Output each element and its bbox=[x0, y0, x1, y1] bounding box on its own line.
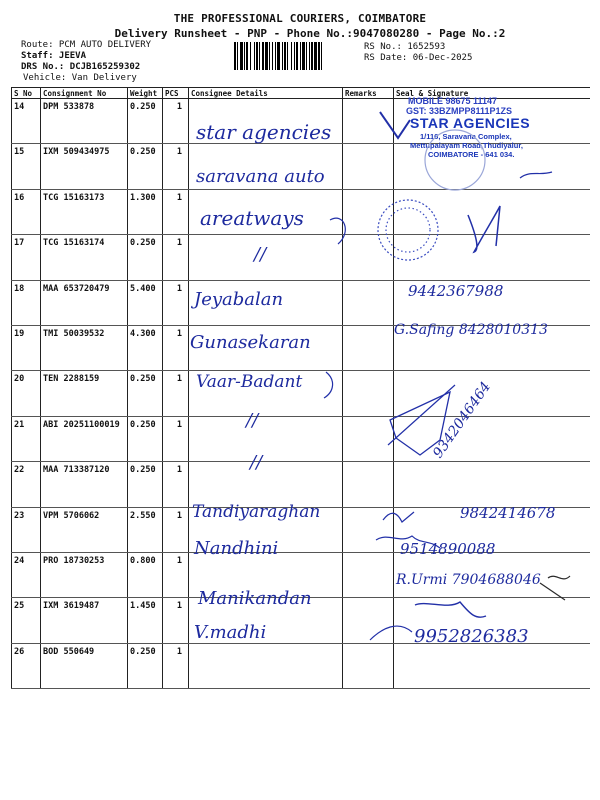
row-signature bbox=[394, 643, 590, 688]
stamp-address-3: COIMBATORE - 641 034. bbox=[428, 150, 515, 159]
row-pcs: 1 bbox=[163, 552, 189, 597]
row-weight: 0.250 bbox=[128, 144, 163, 189]
row-consignment: MAA 653720479 bbox=[41, 280, 128, 325]
table-row bbox=[12, 462, 590, 507]
seal-stamp bbox=[376, 96, 596, 188]
row-pcs: 1 bbox=[163, 280, 189, 325]
row-signature bbox=[394, 462, 590, 507]
row-pcs: 1 bbox=[163, 507, 189, 552]
row-weight: 5.400 bbox=[128, 280, 163, 325]
row-weight: 4.300 bbox=[128, 325, 163, 370]
row-sno: 15 bbox=[12, 144, 41, 189]
hw-consignee-26: V.madhi bbox=[194, 622, 267, 643]
row-consignee bbox=[189, 643, 343, 688]
table-row bbox=[12, 643, 590, 688]
row-remarks bbox=[343, 371, 394, 416]
hw-consignee-25: Manikandan bbox=[198, 588, 312, 609]
row-consignment: TMI 50039532 bbox=[41, 325, 128, 370]
row-consignment: TCG 15163174 bbox=[41, 235, 128, 280]
table-row bbox=[12, 235, 590, 280]
hw-signature-23: 9842414678 bbox=[460, 504, 556, 522]
row-sno: 17 bbox=[12, 235, 41, 280]
row-pcs: 1 bbox=[163, 189, 189, 234]
row-remarks bbox=[343, 416, 394, 461]
hw-consignee-21: // bbox=[246, 410, 259, 431]
row-consignee bbox=[189, 462, 343, 507]
row-sno: 20 bbox=[12, 371, 41, 416]
row-pcs: 1 bbox=[163, 99, 189, 144]
drs-value: DCJB165259302 bbox=[69, 62, 141, 72]
stamp-mobile: MOBILE 98675 11147 bbox=[408, 96, 498, 106]
row-pcs: 1 bbox=[163, 462, 189, 507]
stamp-address-1: 1/116, Saravana Complex, bbox=[420, 132, 512, 141]
row-remarks bbox=[343, 507, 394, 552]
row-sno: 19 bbox=[12, 325, 41, 370]
row-remarks bbox=[343, 280, 394, 325]
hw-consignee-24: Nandhini bbox=[194, 538, 279, 559]
hw-consignee-23: Tandiyaraghan bbox=[192, 502, 321, 522]
staff-label: Staff: JEEVA bbox=[21, 51, 87, 61]
row-weight: 0.250 bbox=[128, 371, 163, 416]
row-sno: 14 bbox=[12, 99, 41, 144]
row-remarks bbox=[343, 643, 394, 688]
row-remarks bbox=[343, 598, 394, 643]
row-sno: 26 bbox=[12, 643, 41, 688]
row-consignment: ABI 20251100019 bbox=[41, 416, 128, 461]
col-sno: S No bbox=[12, 88, 41, 99]
barcode bbox=[234, 42, 360, 70]
row-sno: 22 bbox=[12, 462, 41, 507]
row-signature bbox=[394, 416, 590, 461]
stamp-name: STAR AGENCIES bbox=[410, 115, 531, 131]
row-sno: 16 bbox=[12, 189, 41, 234]
row-consignee bbox=[189, 416, 343, 461]
row-weight: 0.250 bbox=[128, 462, 163, 507]
hw-consignee-20: Vaar-Badant bbox=[196, 372, 303, 392]
hw-consignee-17: // bbox=[254, 244, 267, 265]
row-signature bbox=[394, 235, 590, 280]
row-weight: 1.450 bbox=[128, 598, 163, 643]
col-consignment: Consignment No bbox=[41, 88, 128, 99]
runsheet-subtitle: Delivery Runsheet - PNP - Phone No.:9047080280 - Page No.:2 bbox=[114, 27, 506, 40]
row-weight: 2.550 bbox=[128, 507, 163, 552]
row-consignment: TEN 2288159 bbox=[41, 371, 128, 416]
row-sno: 25 bbox=[12, 598, 41, 643]
row-consignment: BOD 550649 bbox=[41, 643, 128, 688]
row-weight: 0.800 bbox=[128, 552, 163, 597]
hw-consignee-22: // bbox=[250, 452, 263, 473]
hw-consignee-18: Jeyabalan bbox=[194, 289, 284, 310]
col-pcs: PCS bbox=[163, 88, 189, 99]
hw-signature-25: R.Urmi 7904688046 bbox=[396, 572, 541, 588]
row-pcs: 1 bbox=[163, 325, 189, 370]
hw-signature-19: G.Safing 8428010313 bbox=[394, 322, 548, 338]
row-sno: 24 bbox=[12, 552, 41, 597]
row-remarks bbox=[343, 325, 394, 370]
row-weight: 0.250 bbox=[128, 99, 163, 144]
col-weight: Weight bbox=[128, 88, 163, 99]
hw-signature-24: 9514890088 bbox=[400, 540, 496, 558]
vehicle-label: Vehicle: Van Delivery bbox=[23, 73, 137, 83]
hw-signature-26: 9952826383 bbox=[414, 626, 529, 647]
hw-consignee-16: areatways bbox=[200, 206, 304, 230]
row-weight: 0.250 bbox=[128, 416, 163, 461]
row-remarks bbox=[343, 462, 394, 507]
col-consignee: Consignee Details bbox=[189, 88, 343, 99]
hw-signature-18: 9442367988 bbox=[408, 282, 504, 300]
row-remarks bbox=[343, 552, 394, 597]
row-pcs: 1 bbox=[163, 371, 189, 416]
row-pcs: 1 bbox=[163, 598, 189, 643]
row-pcs: 1 bbox=[163, 416, 189, 461]
stamp-gst: GST: 33BZMPP8111P1ZS bbox=[406, 106, 513, 116]
row-consignment: IXM 3619487 bbox=[41, 598, 128, 643]
row-sno: 23 bbox=[12, 507, 41, 552]
row-remarks bbox=[343, 235, 394, 280]
row-pcs: 1 bbox=[163, 643, 189, 688]
drs-number bbox=[21, 62, 140, 72]
row-consignment: VPM 5706062 bbox=[41, 507, 128, 552]
drs-label: DRS No.: bbox=[21, 62, 65, 72]
row-pcs: 1 bbox=[163, 144, 189, 189]
hw-consignee-14: star agencies bbox=[196, 120, 332, 144]
row-remarks bbox=[343, 189, 394, 234]
row-weight: 0.250 bbox=[128, 235, 163, 280]
rs-date: RS Date: 06-Dec-2025 bbox=[364, 53, 473, 63]
row-consignment: IXM 509434975 bbox=[41, 144, 128, 189]
route-label: Route: PCM AUTO DELIVERY bbox=[21, 40, 152, 50]
row-weight: 0.250 bbox=[128, 643, 163, 688]
row-signature bbox=[394, 371, 590, 416]
row-pcs: 1 bbox=[163, 235, 189, 280]
hw-signature-21: 9342046464 bbox=[430, 379, 495, 462]
col-remarks: Remarks bbox=[343, 88, 394, 99]
row-consignment: TCG 15163173 bbox=[41, 189, 128, 234]
company-title: THE PROFESSIONAL COURIERS, COIMBATORE bbox=[173, 12, 427, 25]
row-consignment: PRO 18730253 bbox=[41, 552, 128, 597]
row-signature bbox=[394, 189, 590, 234]
hw-consignee-15: saravana auto bbox=[196, 166, 325, 187]
row-sno: 21 bbox=[12, 416, 41, 461]
rs-number: RS No.: 1652593 bbox=[364, 42, 446, 52]
row-weight: 1.300 bbox=[128, 189, 163, 234]
row-sno: 18 bbox=[12, 280, 41, 325]
col-signature: Seal & Signature bbox=[394, 88, 590, 99]
hw-consignee-19: Gunasekaran bbox=[190, 332, 311, 353]
row-consignment: DPM 533878 bbox=[41, 99, 128, 144]
row-consignment: MAA 713387120 bbox=[41, 462, 128, 507]
table-row bbox=[12, 416, 590, 461]
stamp-address-2: Mettupalayam Road,Thudiyalur, bbox=[410, 141, 523, 150]
